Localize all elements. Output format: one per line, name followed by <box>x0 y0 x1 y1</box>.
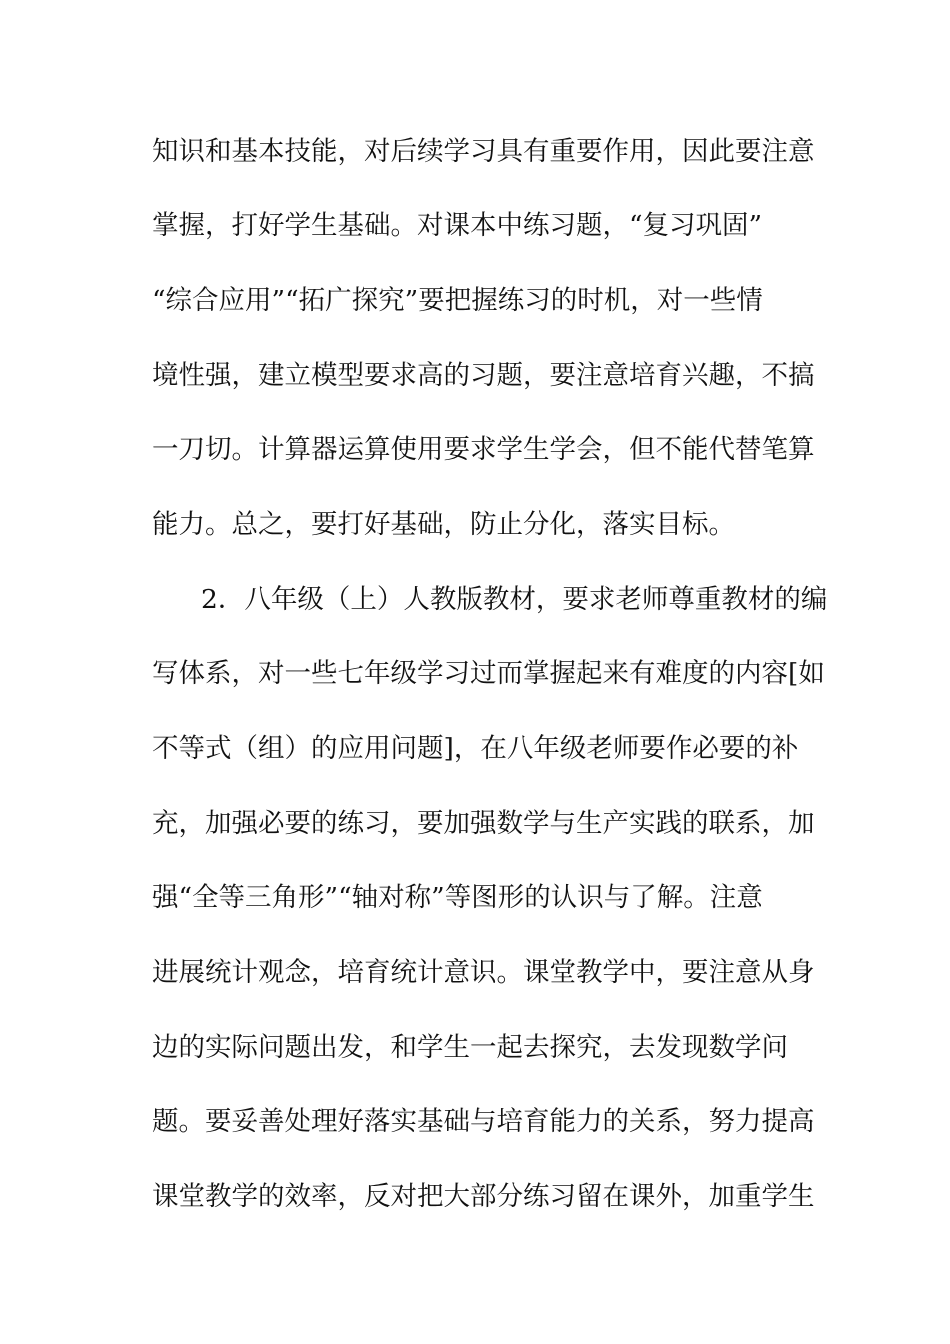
text-line: 一刀切。计算器运算使用要求学生学会，但不能代替笔算 <box>152 434 815 465</box>
paragraph-start-line: 2．八年级（上）人教版教材，要求老师尊重教材的编 <box>201 584 828 615</box>
text-line: “综合应用”“拓广探究”要把握练习的时机，对一些情 <box>152 285 763 316</box>
text-line: 进展统计观念，培育统计意识。课堂教学中，要注意从身 <box>152 957 815 988</box>
text-line: 边的实际问题出发，和学生一起去探究，去发现数学问 <box>152 1032 788 1063</box>
text-line: 写体系，对一些七年级学习过而掌握起来有难度的内容[如 <box>152 658 825 689</box>
text-line: 境性强，建立模型要求高的习题，要注意培育兴趣，不搞 <box>152 360 815 391</box>
text-line: 课堂教学的效率，反对把大部分练习留在课外，加重学生 <box>152 1181 815 1212</box>
text-line: 题。要妥善处理好落实基础与培育能力的关系，努力提高 <box>152 1106 815 1137</box>
text-line: 知识和基本技能，对后续学习具有重要作用，因此要注意 <box>152 136 815 167</box>
text-line: 充，加强必要的练习，要加强数学与生产实践的联系，加 <box>152 808 815 839</box>
text-line: 不等式（组）的应用问题]，在八年级老师要作必要的补 <box>152 733 799 764</box>
text-line: 强“全等三角形”“轴对称”等图形的认识与了解。注意 <box>152 882 763 913</box>
text-line: 掌握，打好学生基础。对课本中练习题，“复习巩固” <box>152 210 763 241</box>
text-line: 能力。总之，要打好基础，防止分化，落实目标。 <box>152 509 735 540</box>
